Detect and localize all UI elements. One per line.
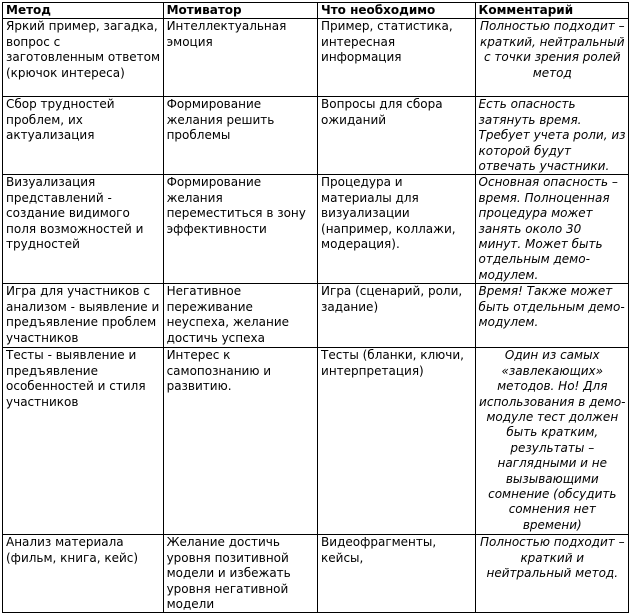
- cell-motivator: Формирование желания переместиться в зону эффективности: [163, 175, 317, 284]
- cell-method: Яркий пример, загадка, вопрос с заготовленным ответом (крючок интереса): [3, 19, 164, 97]
- header-row: [3, 3, 629, 19]
- cell-motivator: Формирование желания решить проблемы: [163, 97, 317, 175]
- cell-comment: Полностью подходит – краткий, нейтральный с точки зрения ролей метод: [475, 19, 628, 97]
- cell-comment: Есть опасность затянуть время. Требует учета роли, из которой будут отвечать участники.: [475, 97, 628, 175]
- cell-needed: Процедура и материалы для визуализации (например, коллажи, модерация).: [318, 175, 476, 284]
- cell-needed: Вопросы для сбора ожиданий: [318, 97, 476, 175]
- cell-motivator: Интерес к самопознанию и развитию.: [163, 348, 317, 535]
- cell-method: Анализ материала (фильм, книга, кейс): [3, 535, 164, 613]
- cell-method: Визуализация представлений - создание видимого поля возможностей и трудностей: [3, 175, 164, 284]
- cell-method: Сбор трудностей проблем, их актуализация: [3, 97, 164, 175]
- table-row: [3, 535, 629, 613]
- cell-comment: Полностью подходит – краткий и нейтральный метод.: [475, 535, 628, 613]
- cell-needed: Игра (сценарий, роли, задание): [318, 284, 476, 348]
- cell-motivator: Желание достичь уровня позитивной модели и избежать уровня негативной модели: [163, 535, 317, 613]
- table-row: [3, 97, 629, 175]
- cell-motivator: Негативное переживание неуспеха, желание достичь успеха: [163, 284, 317, 348]
- cell-method: Игра для участников с анализом - выявление и предъявление проблем участников: [3, 284, 164, 348]
- cell-needed: Видеофрагменты, кейсы,: [318, 535, 476, 613]
- header-method: Метод: [3, 3, 164, 19]
- cell-comment: Основная опасность – время. Полноценная процедура может занять около 30 минут. Может быть отдельным демо-модулем.: [475, 175, 628, 284]
- cell-comment: Один из самых «завлекающих» методов. Но! Для использования в демо-модуле тест должен быть кратким, результаты – наглядными и не вызывающими сомнение (обсудить сомнения нет времени): [475, 348, 628, 535]
- table-row: [3, 348, 629, 535]
- table-row: [3, 284, 629, 348]
- header-comment: Комментарий: [475, 3, 628, 19]
- table-row: [3, 19, 629, 97]
- header-motivator: Мотиватор: [163, 3, 317, 19]
- header-needed: Что необходимо: [318, 3, 476, 19]
- cell-needed: Пример, статистика, интересная информация: [318, 19, 476, 97]
- cell-method: Тесты - выявление и предъявление особенностей и стиля участников: [3, 348, 164, 535]
- cell-motivator: Интеллектуальная эмоция: [163, 19, 317, 97]
- table-row: [3, 175, 629, 284]
- methods-table: [2, 2, 629, 613]
- cell-needed: Тесты (бланки, ключи, интерпретация): [318, 348, 476, 535]
- cell-comment: Время! Также может быть отдельным демо-модулем.: [475, 284, 628, 348]
